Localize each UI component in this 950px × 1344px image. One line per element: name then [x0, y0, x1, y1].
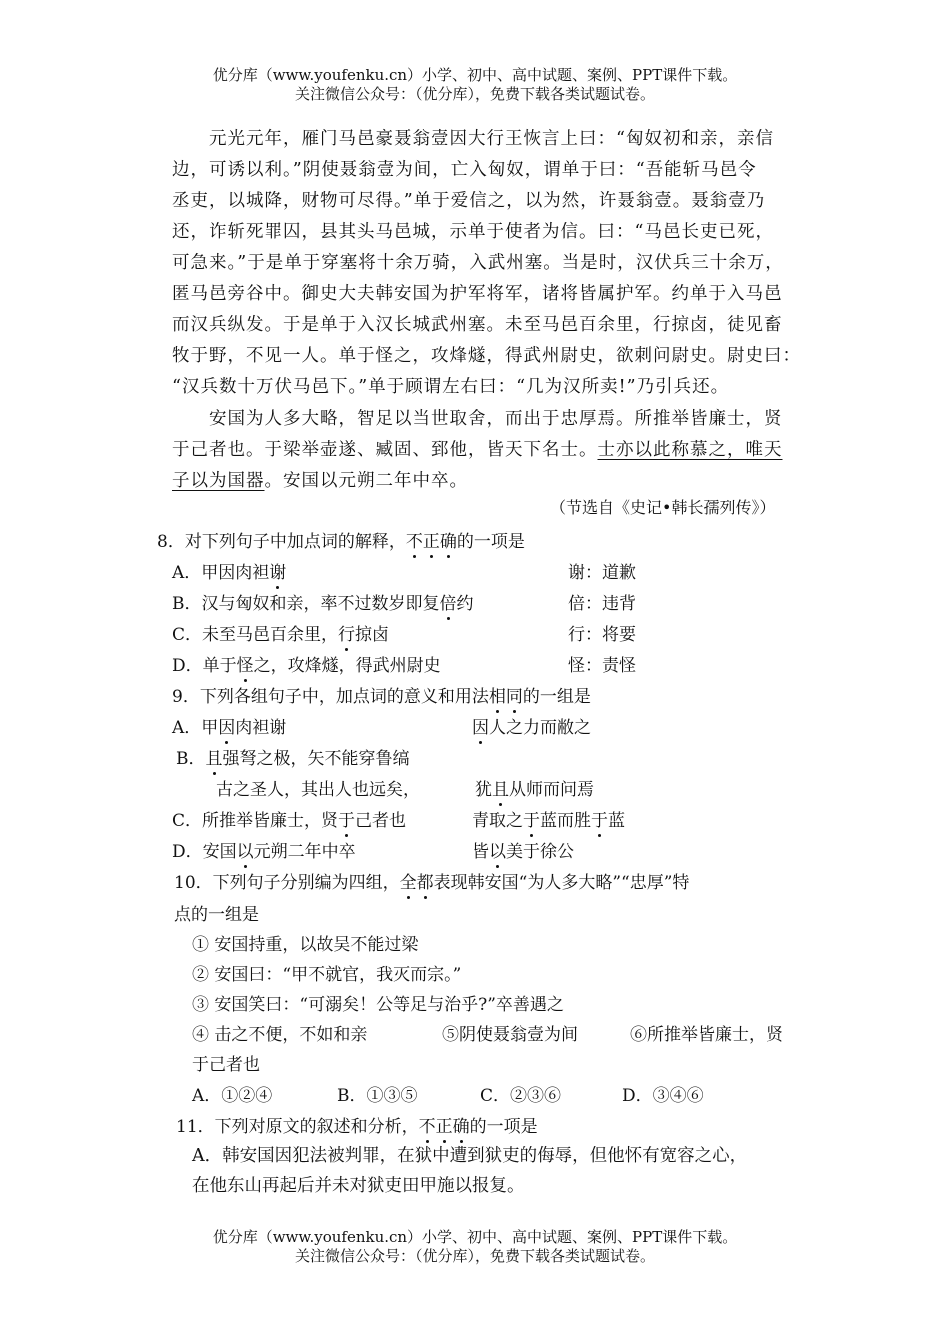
question-9-option-b-pair [475, 775, 594, 800]
question-8-stem [157, 527, 525, 552]
dotted-char: 于 [591, 806, 608, 831]
dotted-char: 于 [338, 806, 355, 831]
text: 蓝而胜 [540, 811, 591, 831]
text: 11．下列对原文的叙述和分析， [176, 1117, 419, 1137]
question-8-option-c [172, 620, 389, 645]
passage-text: 。安国以元朔二年中卒。 [264, 471, 468, 491]
question-10-item-5: ⑤阴使聂翁壹为间 [442, 1025, 578, 1045]
question-11-option-a: A．韩安国因犯法被判罪，在狱中遭到狱吏的侮辱，但他怀有宽容之心， [192, 1146, 748, 1166]
question-10-stem-line2: 点的一组是 [174, 905, 259, 925]
passage-line: 边，可诱以利。”阴使聂翁壹为间，亡入匈奴，谓单于曰：“吾能斩马邑令 [172, 160, 757, 180]
question-10-choice-c: C．②③⑥ [480, 1086, 562, 1106]
question-11-stem [176, 1112, 538, 1137]
question-10-item-2: ② 安国曰：“甲不就官，我灭而宗。” [192, 965, 462, 985]
text: 从师而问焉 [509, 780, 594, 800]
text: 元朔二年中卒 [253, 842, 356, 862]
text: C．所推举皆廉士，贤 [172, 811, 339, 831]
text: 之，攻烽燧，得武州尉史 [253, 656, 441, 676]
dotted-char: 确 [453, 1112, 470, 1137]
text: 的一项是 [456, 532, 525, 552]
text: 9．下列各组句子中，加点词的意义和用法 [172, 687, 489, 707]
question-10-choice-b: B．①③⑤ [337, 1086, 418, 1106]
passage-line: 丞吏，以城降，财物可尽得。”单于爱信之，以为然，许聂翁壹。聂翁壹乃 [172, 191, 766, 211]
dotted-char: 确 [440, 527, 457, 552]
text: 美于徐公 [506, 842, 574, 862]
passage-line: 还，诈斩死罪囚，县其头马邑城，示单于使者为信。曰：“马邑长吏已死， [172, 222, 774, 242]
question-9-option-a-pair [472, 713, 591, 738]
dotted-char: 全 [400, 868, 417, 893]
question-10-item-4: ④ 击之不便，不如和亲 [192, 1025, 368, 1045]
page-footer [0, 1228, 950, 1266]
dotted-char: 以 [489, 837, 506, 862]
passage-text: 于己者也。于梁举壶遂、臧固、郅他，皆天下名士。 [172, 440, 598, 460]
text: 约 [456, 594, 474, 614]
text: A．甲因肉袒 [172, 563, 270, 583]
dotted-char: 怪 [237, 651, 254, 676]
text: D．单于 [172, 656, 237, 676]
question-8-gloss-a: 谢：道歉 [568, 563, 636, 583]
dotted-char: 且 [206, 744, 223, 769]
page-header [0, 66, 950, 104]
text: B． [176, 749, 206, 769]
text: 人之力而敝之 [489, 718, 591, 738]
question-10-item-1: ① 安国持重，以故吴不能过梁 [192, 935, 419, 955]
passage-line [172, 436, 783, 461]
dotted-char: 倍 [440, 589, 457, 614]
passage-line: 可急来。”于是单于穿塞将十余万骑，入武州塞。当是时，汉伏兵三十余万， [172, 253, 784, 273]
question-10-item-6-cont: 于己者也 [192, 1055, 260, 1075]
question-9-option-b [176, 744, 410, 769]
text: 10．下列句子分别编为四组， [174, 873, 400, 893]
question-9-option-b-line2: 古之圣人，其出人也远矣， [216, 780, 420, 800]
question-10-item-3: ③ 安国笑曰：“可溺矣！公等足与治乎?”卒善遇之 [192, 995, 564, 1015]
text: 青取之 [472, 811, 523, 831]
text: B．汉与匈奴和亲，率不过数岁即复 [172, 594, 440, 614]
passage-line: 牧于野，不见一人。单于怪之，攻烽燧，得武州尉史，欲刺问尉史。尉史曰： [172, 346, 801, 366]
text: 肉袒谢 [235, 718, 287, 738]
text: A．甲 [172, 718, 219, 738]
question-9-option-c [172, 806, 406, 831]
passage-line: 安国为人多大略，智足以当世取舍，而出于忠厚焉。所推举皆廉士，贤 [209, 409, 783, 429]
dotted-char: 谢 [269, 558, 286, 583]
passage-line: “汉兵数十万伏马邑下。”单于顾谓左右曰：“几为汉所卖!”乃引兵还。 [172, 377, 730, 397]
question-8-option-b [172, 589, 474, 614]
passage-line: 元光元年，雁门马邑豪聂翁壹因大行王恢言上曰：“匈奴初和亲，亲信 [209, 129, 774, 149]
text: 8．对下列句子中加点词的解释， [157, 532, 406, 552]
question-10-choice-a: A．①②④ [192, 1086, 273, 1106]
dotted-char: 因 [472, 713, 489, 738]
question-9-option-d [172, 837, 356, 862]
text: 己者也 [355, 811, 407, 831]
dotted-char: 以 [237, 837, 254, 862]
question-8-option-a [172, 558, 286, 583]
passage-line: 而汉兵纵发。于是单于入汉长城武州塞。未至马邑百余里，行掠卤，徒见畜 [172, 315, 783, 335]
header-line-1: 优分库（www.youfenku.cn）小学、初中、高中试题、案例、PPT课件下载。 [212, 66, 738, 84]
text: 的一组是 [522, 687, 591, 707]
dotted-char: 且 [492, 775, 509, 800]
question-9-option-d-pair [472, 837, 574, 862]
dotted-char: 于 [523, 806, 540, 831]
text: C．未至马邑百余里， [172, 625, 339, 645]
text: 强弩之极，矢不能穿鲁缟 [222, 749, 410, 769]
text: 蓝 [608, 811, 625, 831]
passage-line [172, 467, 468, 492]
question-9-option-a [172, 713, 286, 738]
footer-line-1: 优分库（www.youfenku.cn）小学、初中、高中试题、案例、PPT课件下载。 [212, 1228, 738, 1246]
text: 犹 [475, 780, 492, 800]
source-citation: （节选自《史记•韩长孺列传》） [550, 498, 776, 517]
question-9-stem [172, 682, 591, 707]
dotted-char: 同 [506, 682, 523, 707]
dotted-char: 因 [218, 713, 235, 738]
question-8-gloss-b: 倍：违背 [568, 594, 636, 614]
text: 皆 [472, 842, 489, 862]
question-9-option-c-pair [472, 806, 625, 831]
text: 掠卤 [355, 625, 390, 645]
question-8-gloss-c: 行：将要 [568, 625, 636, 645]
dotted-char: 相 [489, 682, 506, 707]
dotted-char: 都 [417, 868, 434, 893]
dotted-char: 不 [419, 1112, 436, 1137]
question-11-option-a-line2: 在他东山再起后并未对狱吏田甲施以报复。 [192, 1176, 525, 1196]
text: 表现韩安国“为人多大略”“忠厚”特 [433, 873, 690, 893]
question-10-stem [174, 868, 689, 893]
question-10-item-6: ⑥所推举皆廉士，贤 [630, 1025, 783, 1045]
text: D．安国 [172, 842, 237, 862]
header-line-2: 关注微信公众号：（优分库），免费下载各类试题试卷。 [294, 85, 655, 103]
underlined-sentence: 子以为国器 [172, 471, 265, 491]
dotted-char: 行 [338, 620, 355, 645]
dotted-char: 不 [406, 527, 423, 552]
dotted-char: 正 [423, 527, 440, 552]
question-10-choice-d: D．③④⑥ [622, 1086, 704, 1106]
text: 的一项是 [469, 1117, 538, 1137]
footer-line-2: 关注微信公众号：（优分库），免费下载各类试题试卷。 [294, 1247, 655, 1265]
underlined-sentence: 士亦以此称慕之，唯天 [597, 440, 783, 460]
passage-line: 匿马邑旁谷中。御史大夫韩安国为护军将军，诸将皆属护军。约单于入马邑 [172, 284, 783, 304]
dotted-char: 正 [436, 1112, 453, 1137]
question-8-gloss-d: 怪：责怪 [568, 656, 636, 676]
question-8-option-d [172, 651, 441, 676]
